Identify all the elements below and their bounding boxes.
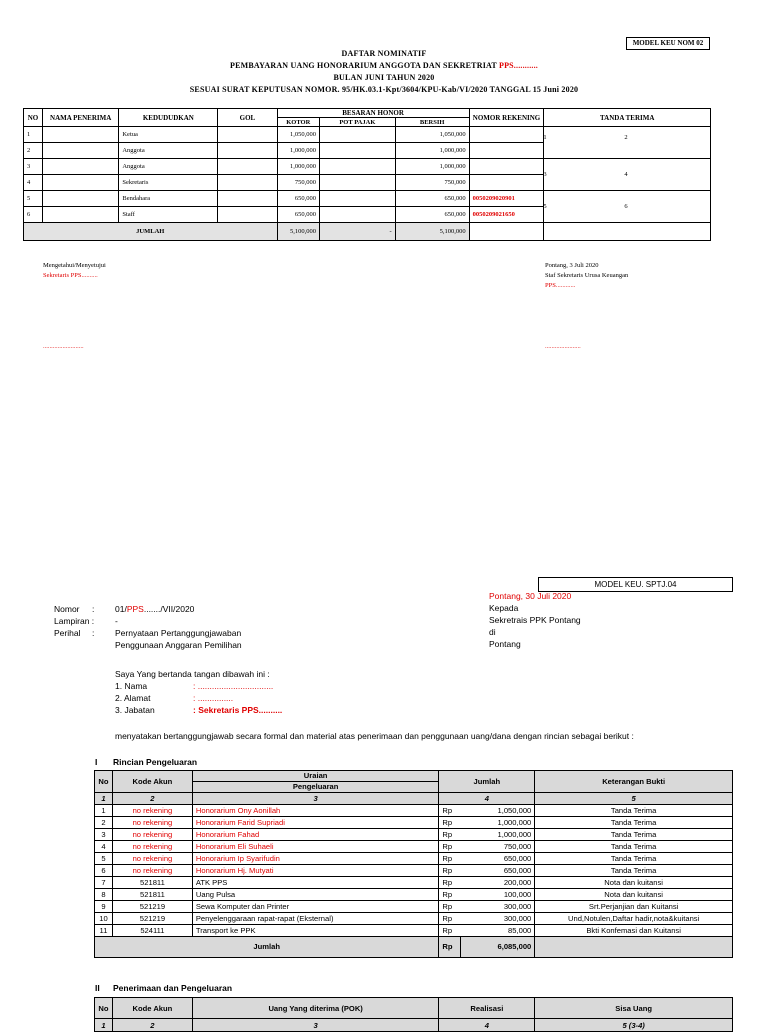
cell-kedudukan: Sekretaris [119, 175, 218, 191]
table-row [95, 889, 733, 901]
cell-kode: no rekening [112, 853, 192, 865]
cell-no: 3 [95, 829, 113, 841]
cell-kode: 521219 [112, 913, 192, 925]
sign-left: Mengetahui/Menyetujui Sekretaris PPS.......... [43, 262, 106, 279]
signer-field: 2. Alamat : ............... [115, 693, 234, 703]
cell-kotor: 750,000 [277, 175, 320, 191]
cell-jumlah: 100,000 [461, 889, 535, 901]
cell-pajak [320, 159, 396, 175]
cell-tanda-terima: 5 6 [544, 191, 711, 223]
col-rekening: NOMOR REKENING [469, 109, 544, 127]
cell-no: 1 [95, 805, 113, 817]
table-row [95, 841, 733, 853]
cell-uraian: Honorarium Eli Suhaeli [192, 841, 439, 853]
cell-no: 1 [24, 127, 43, 143]
cell-nama [42, 159, 118, 175]
cell-jumlah: 650,000 [461, 853, 535, 865]
cell-ket: Tanda Terima [535, 805, 733, 817]
doc-title: DAFTAR NOMINATIF [341, 49, 427, 58]
cell-rp: Rp [439, 853, 461, 865]
col-gol: GOL [218, 109, 277, 127]
cell-pajak [320, 143, 396, 159]
cell-tanda-terima: 3 4 [544, 159, 711, 191]
cell-no: 4 [24, 175, 43, 191]
cell-kotor: 1,000,000 [277, 159, 320, 175]
cell-gol [218, 127, 277, 143]
table-row [95, 817, 733, 829]
cell-jumlah: 85,000 [461, 925, 535, 937]
cell-gol [218, 207, 277, 223]
letter-recipient: Pontang, 30 Juli 2020 Kepada Sekretrais PPK Pontang di Pontang [489, 591, 581, 649]
cell-gol [218, 143, 277, 159]
table-row [95, 865, 733, 877]
cell-jumlah: 1,000,000 [461, 829, 535, 841]
statement-text: menyatakan bertanggungjawab secara formal dan material atas penerimaan dan penggunaan uang/dana dengan rincian sebagai berikut : [115, 731, 634, 741]
cell-ket: Und,Notulen,Daftar hadir,nota&kuitansi [535, 913, 733, 925]
cell-uraian: Honorarium Fahad [192, 829, 439, 841]
sign-right-dots: ...................... [545, 343, 581, 350]
cell-jumlah: 200,000 [461, 877, 535, 889]
cell-kedudukan: Ketua [119, 127, 218, 143]
table-row [24, 159, 711, 175]
table-row [24, 191, 711, 207]
cell-ket: Tanda Terima [535, 841, 733, 853]
cell-bersih: 1,000,000 [395, 143, 469, 159]
cell-kotor: 650,000 [277, 207, 320, 223]
col-pajak: POT PAJAK [320, 118, 396, 127]
cell-no: 11 [95, 925, 113, 937]
signer-field: 3. Jabatan : Sekretaris PPS.......... [115, 705, 283, 715]
cell-kode: no rekening [112, 817, 192, 829]
sign-right: Pontang, 3 Juli 2020 Staf Sekretaris Urusa Keuangan PPS............ [545, 262, 629, 289]
cell-rekening [469, 175, 544, 191]
cell-kotor: 1,050,000 [277, 127, 320, 143]
cell-rp: Rp [439, 829, 461, 841]
nominative-table [23, 108, 711, 241]
table-row [95, 805, 733, 817]
cell-no: 5 [24, 191, 43, 207]
col-kotor: KOTOR [277, 118, 320, 127]
cell-ket: Nota dan kuitansi [535, 877, 733, 889]
cell-kode: no rekening [112, 829, 192, 841]
cell-rp: Rp [439, 901, 461, 913]
cell-gol [218, 175, 277, 191]
table-row [95, 913, 733, 925]
cell-kedudukan: Anggota [119, 143, 218, 159]
cell-jumlah: 300,000 [461, 913, 535, 925]
cell-ket: Tanda Terima [535, 853, 733, 865]
cell-pajak [320, 191, 396, 207]
col-tanda: TANDA TERIMA [544, 109, 711, 127]
model-code-box-2: MODEL KEU. SPTJ.04 [538, 577, 733, 592]
cell-jumlah: 650,000 [461, 865, 535, 877]
cell-no: 4 [95, 841, 113, 853]
cell-uraian: Penyelenggaraan rapat-rapat (Eksternal) [192, 913, 439, 925]
cell-kode: no rekening [112, 865, 192, 877]
cell-ket: Tanda Terima [535, 817, 733, 829]
cell-rekening [469, 159, 544, 175]
cell-pajak [320, 207, 396, 223]
cell-uraian: Honorarium Ip Syarifudin [192, 853, 439, 865]
cell-nama [42, 191, 118, 207]
cell-uraian: Honorarium Ony Aonillah [192, 805, 439, 817]
cell-no: 7 [95, 877, 113, 889]
cell-no: 6 [95, 865, 113, 877]
cell-kedudukan: Anggota [119, 159, 218, 175]
table-row [95, 901, 733, 913]
col-besaran: BESARAN HONOR [277, 109, 469, 118]
cell-jumlah: 300,000 [461, 901, 535, 913]
cell-kedudukan: Staff [119, 207, 218, 223]
cell-jumlah: 1,000,000 [461, 817, 535, 829]
cell-pajak [320, 175, 396, 191]
cell-rekening [469, 127, 544, 143]
cell-rp: Rp [439, 877, 461, 889]
letter-meta: Nomor : 01/PPS......./VII/2020 Lampiran : - Perihal : Pernyataan Pertanggungjawaban Penggunaan Anggaran Pemilihan [54, 604, 242, 650]
table-row [95, 853, 733, 865]
letter-date: Pontang, 30 Juli 2020 [489, 591, 572, 601]
cell-kode: 521219 [112, 901, 192, 913]
cell-uraian: Transport ke PPK [192, 925, 439, 937]
cell-gol [218, 159, 277, 175]
col-nama: NAMA PENERIMA [42, 109, 118, 127]
cell-kode: no rekening [112, 805, 192, 817]
cell-kode: no rekening [112, 841, 192, 853]
cell-bersih: 650,000 [395, 191, 469, 207]
cell-no: 3 [24, 159, 43, 175]
cell-kode: 521811 [112, 889, 192, 901]
cell-tanda-terima: 1 2 [544, 127, 711, 159]
cell-nama [42, 207, 118, 223]
table-row [95, 829, 733, 841]
section1-title: I Rincian Pengeluaran [95, 757, 198, 767]
cell-kode: 521811 [112, 877, 192, 889]
cell-ket: Tanda Terima [535, 865, 733, 877]
cell-kotor: 1,000,000 [277, 143, 320, 159]
cell-rp: Rp [439, 889, 461, 901]
doc-decree: SESUAI SURAT KEPUTUSAN NOMOR. 95/HK.03.1-Kpt/3604/KPU-Kab/VI/2020 TANGGAL 15 Juni 2020 [189, 85, 579, 94]
col-bersih: BERSIH [395, 118, 469, 127]
cell-kode: 524111 [112, 925, 192, 937]
cell-ket: Srt.Perjanjian dan Kuitansi [535, 901, 733, 913]
cell-no: 5 [95, 853, 113, 865]
cell-no: 8 [95, 889, 113, 901]
cell-kedudukan: Bendahara [119, 191, 218, 207]
cell-no: 10 [95, 913, 113, 925]
doc-period: BULAN JUNI TAHUN 2020 [333, 73, 435, 82]
cell-no: 6 [24, 207, 43, 223]
expense-total-row: Jumlah Rp 6,085,000 [95, 937, 733, 958]
cell-gol [218, 191, 277, 207]
receipt-table: No Kode Akun Uang Yang diterima (POK) Realisasi Sisa Uang 1 2 3 4 5 (3-4) [94, 997, 733, 1032]
cell-rp: Rp [439, 841, 461, 853]
total-row: JUMLAH 5,100,000 - 5,100,000 [24, 223, 711, 241]
cell-nama [42, 175, 118, 191]
sign-left-dots: ......................... [43, 343, 84, 350]
col-kedudukan: KEDUDUDKAN [119, 109, 218, 127]
cell-nama [42, 127, 118, 143]
cell-pajak [320, 127, 396, 143]
section2-title: II Penerimaan dan Pengeluaran [95, 983, 233, 993]
cell-no: 2 [24, 143, 43, 159]
cell-bersih: 1,050,000 [395, 127, 469, 143]
cell-bersih: 1,000,000 [395, 159, 469, 175]
table-row [95, 877, 733, 889]
cell-rp: Rp [439, 925, 461, 937]
signer-field: 1. Nama : ................................ [115, 681, 274, 691]
cell-uraian: Sewa Komputer dan Printer [192, 901, 439, 913]
col-no: NO [24, 109, 43, 127]
cell-no: 9 [95, 901, 113, 913]
cell-uraian: ATK PPS [192, 877, 439, 889]
cell-bersih: 650,000 [395, 207, 469, 223]
cell-rekening: 0050209020901 [469, 191, 544, 207]
cell-ket: Bkti Konfemasi dan Kuitansi [535, 925, 733, 937]
cell-uraian: Honorarium Farid Supriadi [192, 817, 439, 829]
signer-block: Saya Yang bertanda tangan dibawah ini : 1. Nama : ................................ 2. Alamat : ............... 3. Jabatan : Sekretaris PPS.......... [115, 668, 415, 716]
cell-ket: Nota dan kuitansi [535, 889, 733, 901]
cell-uraian: Honorarium Hj. Mutyati [192, 865, 439, 877]
cell-kotor: 650,000 [277, 191, 320, 207]
cell-jumlah: 750,000 [461, 841, 535, 853]
cell-rp: Rp [439, 817, 461, 829]
model-code-box: MODEL KEU NOM 02 [626, 37, 710, 50]
cell-nama [42, 143, 118, 159]
expense-table: No Kode Akun Uraian Jumlah Keterangan Bukti Pengeluaran 1 2 3 4 5 1 no rekening Honorarium Ony Aonillah Rp 1,050,000 Tanda Terima 2 no rekening Honorarium Farid Supriadi Rp 1,000,000 Tanda Terima 3 no rekening Honorarium Fahad Rp 1,000,000 Tanda Terima 4 no rekening Honorarium Eli Suhaeli Rp 750,000 Tanda Terima 5 no rekening Honorarium Ip Syarifudin Rp 650,000 Tanda Terima 6 no rekening Honorarium Hj. Mutyati Rp 650,000 Tanda Terima 7 521811 ATK PPS Rp 200,000 Nota dan kuitansi 8 521811 Uang Pulsa Rp 100,000 Nota dan kuitansi 9 521219 Sewa Komputer dan Printer Rp 300,000 Srt.Perjanjian dan Kuitansi 10 521219 Penyelenggaraan rapat-rapat (Eksternal) Rp 300,000 Und,Notulen,Daftar hadir,nota&kuitansi 11 524111 Transport ke PPK Rp 85,000 Bkti Konfemasi dan Kuitansi Jumlah Rp 6,085,000 [94, 770, 733, 958]
cell-rekening: 0050209021650 [469, 207, 544, 223]
cell-jumlah: 1,050,000 [461, 805, 535, 817]
table-row [24, 127, 711, 143]
cell-rp: Rp [439, 913, 461, 925]
doc-subtitle: PEMBAYARAN UANG HONORARIUM ANGGOTA DAN SEKRETRIAT PPS........... [229, 61, 539, 70]
table-row [95, 925, 733, 937]
cell-rp: Rp [439, 865, 461, 877]
cell-uraian: Uang Pulsa [192, 889, 439, 901]
cell-no: 2 [95, 817, 113, 829]
cell-bersih: 750,000 [395, 175, 469, 191]
cell-ket: Tanda Terima [535, 829, 733, 841]
cell-rekening [469, 143, 544, 159]
cell-rp: Rp [439, 805, 461, 817]
